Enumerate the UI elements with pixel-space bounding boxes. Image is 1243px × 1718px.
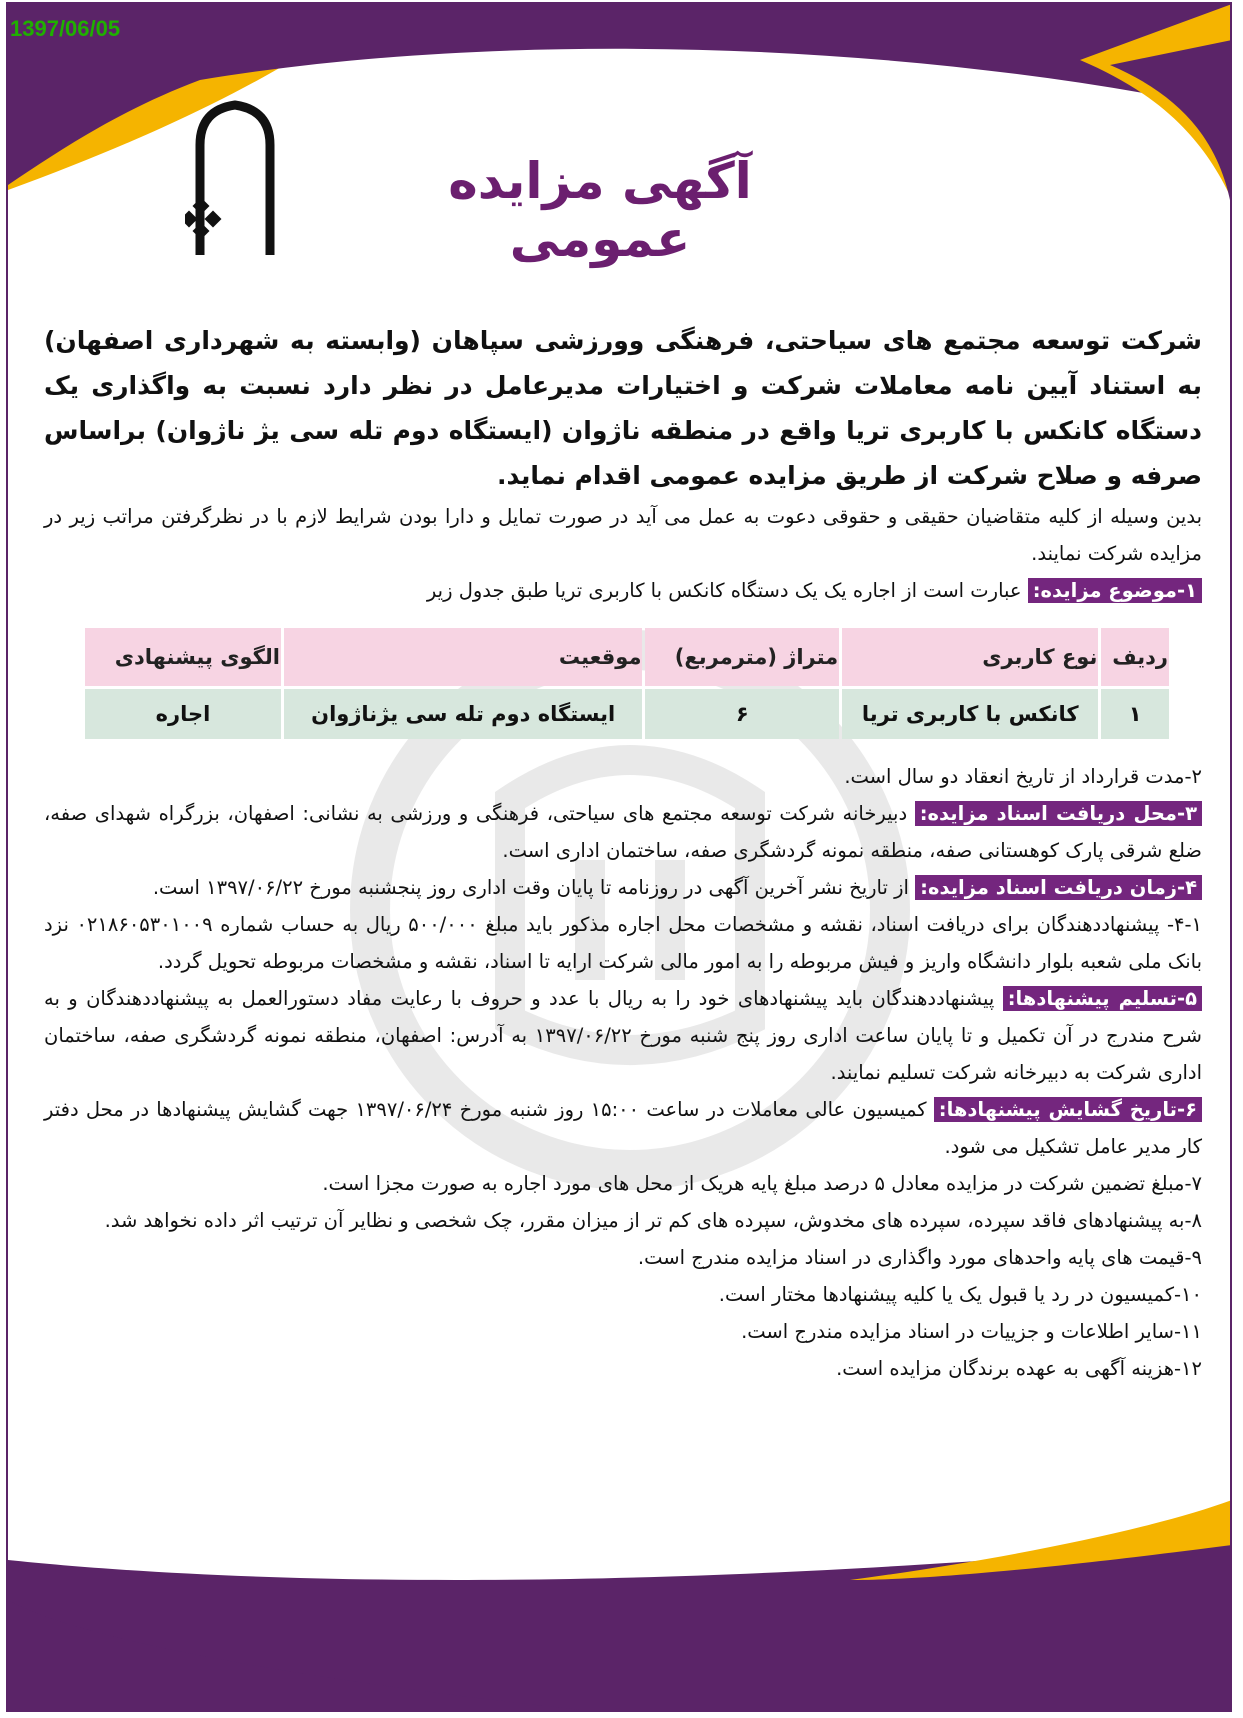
item-4-text: از تاریخ نشر آخرین آگهی در روزنامه تا پایان وقت اداری روز پنجشنبه مورخ ۱۳۹۷/۰۶/۲۲ است. [152, 876, 916, 899]
item-10: ۱۰-کمیسیون در رد یا قبول یک یا کلیه پیشنهادها مختار است. [718, 1283, 1202, 1306]
item-9: ۹-قیمت های پایه واحدهای مورد واگذاری در اسناد مزایده مندرج است. [637, 1246, 1202, 1269]
item-6-text: کمیسیون عالی معاملات در ساعت ۱۵:۰۰ روز شنبه مورخ ۱۳۹۷/۰۶/۲۴ جهت گشایش پیشنهادها در محل دفتر کار مدیر عامل تشکیل می شود. [44, 1098, 1202, 1158]
item-1-text: عبارت است از اجاره یک یک دستگاه کانکس با کاربری تریا طبق جدول زیر [426, 579, 1028, 602]
item-4-1: ۴-۱- پیشنهاددهندگان برای دریافت اسناد، نقشه و مشخصات محل اجاره مذکور باید مبلغ ۵۰۰/۰۰۰ ریال به حساب شماره ۰۲۱۸۶۰۵۳۰۱۰۰۹ نزد بانک ملی شعبه بلوار دانشگاه واریز و فیش مربوطه را به امور مالی شرکت ارایه تا اسناد، نقشه و مشخصات مربوطه تحویل گردد. [44, 913, 1202, 973]
table-cell: کانکس با کاربری تریا [842, 689, 1098, 739]
item-8: ۸-به پیشنهادهای فاقد سپرده، سپرده های مخدوش، سپرده های کم تر از میزان مقرر، چک شخصی و نظایر آن ترتیب اثر داده نخواهد شد. [104, 1209, 1202, 1232]
table-cell: ۶ [645, 689, 839, 739]
item-4-label: ۴-زمان دریافت اسناد مزایده: [915, 875, 1202, 900]
table-header-row [85, 628, 1169, 686]
item-2: ۲-مدت قرارداد از تاریخ انعقاد دو سال است. [844, 765, 1202, 788]
item-5-text: پیشنهاددهندگان باید پیشنهادهای خود را به ریال با عدد و حروف با رعایت مفاد دستورالعمل به پیشنهاددهندگان و به شرح مندرج در آن تکمیل و تا پایان ساعت اداری روز پنج شنبه مورخ ۱۳۹۷/۰۶/۲۲ به آدرس: اصفهان، منطقه نمونه گردشگری صفه، ساختمان اداری شرکت به دبیرخانه شرکت تسلیم نمایند. [44, 987, 1202, 1084]
table-header: ردیف [1101, 628, 1169, 686]
notice-body [44, 318, 1202, 1387]
item-4 [44, 869, 1202, 906]
table-header: الگوی پیشنهادی [85, 628, 281, 686]
item-1-label: ۱-موضوع مزایده: [1028, 578, 1202, 603]
item-3-label: ۳-محل دریافت اسناد مزایده: [915, 801, 1202, 826]
table-header: موقعیت [284, 628, 643, 686]
table-cell: اجاره [85, 689, 281, 739]
item-11: ۱۱-سایر اطلاعات و جزییات در اسناد مزایده مندرج است. [741, 1320, 1202, 1343]
item-3 [44, 795, 1202, 869]
emblem-logo-icon [185, 100, 285, 260]
table-cell: ۱ [1101, 689, 1169, 739]
item-12: ۱۲-هزینه آگهی به عهده برندگان مزایده است. [836, 1357, 1202, 1380]
item-5 [44, 980, 1202, 1091]
page-title: آگهی مزایده عمومی [448, 152, 752, 268]
invite-paragraph: بدین وسیله از کلیه متقاضیان حقیقی و حقوقی دعوت به عمل می آید در صورت تمایل و دارا بودن شرایط لازم با در نظرگرفتن مراتب زیر در مزایده شرکت نمایند. [44, 505, 1202, 565]
auction-table [82, 625, 1172, 742]
item-3-text: دبیرخانه شرکت توسعه مجتمع های سیاحتی، فرهنگی و ورزشی به نشانی: اصفهان، بزرگراه شهدای صفه، ضلع شرقی پارک کوهستانی صفه، منطقه نمونه گردشگری صفه، ساختمان اداری است. [44, 802, 1202, 862]
table-cell: ایستگاه دوم تله سی یژناژوان [284, 689, 643, 739]
table-header: نوع کاربری [842, 628, 1098, 686]
item-5-label: ۵-تسلیم پیشنهادها: [1003, 986, 1202, 1011]
item-6-label: ۶-تاریخ گشایش پیشنهادها: [934, 1097, 1202, 1122]
intro-paragraph: شرکت توسعه مجتمع های سیاحتی، فرهنگی وورزشی سپاهان (وابسته به شهرداری اصفهان) به استناد آیین نامه معاملات شرکت و اختیارات مدیرعامل در نظر دارد نسبت به واگذاری یک دستگاه کانکس با کاربری تریا واقع در منطقه ناژوان (ایستگاه دوم تله سی یژ ناژوان) براساس صرفه و صلاح شرکت از طریق مزایده عمومی اقدام نماید. [44, 326, 1202, 490]
item-6 [44, 1091, 1202, 1165]
table-header: متراژ (مترمربع) [645, 628, 839, 686]
item-1 [44, 572, 1202, 609]
item-7: ۷-مبلغ تضمین شرکت در مزایده معادل ۵ درصد مبلغ پایه هریک از محل های مورد اجاره به صورت مجزا است. [322, 1172, 1202, 1195]
table-row [85, 689, 1169, 739]
page-date: 1397/06/05 [10, 16, 121, 41]
